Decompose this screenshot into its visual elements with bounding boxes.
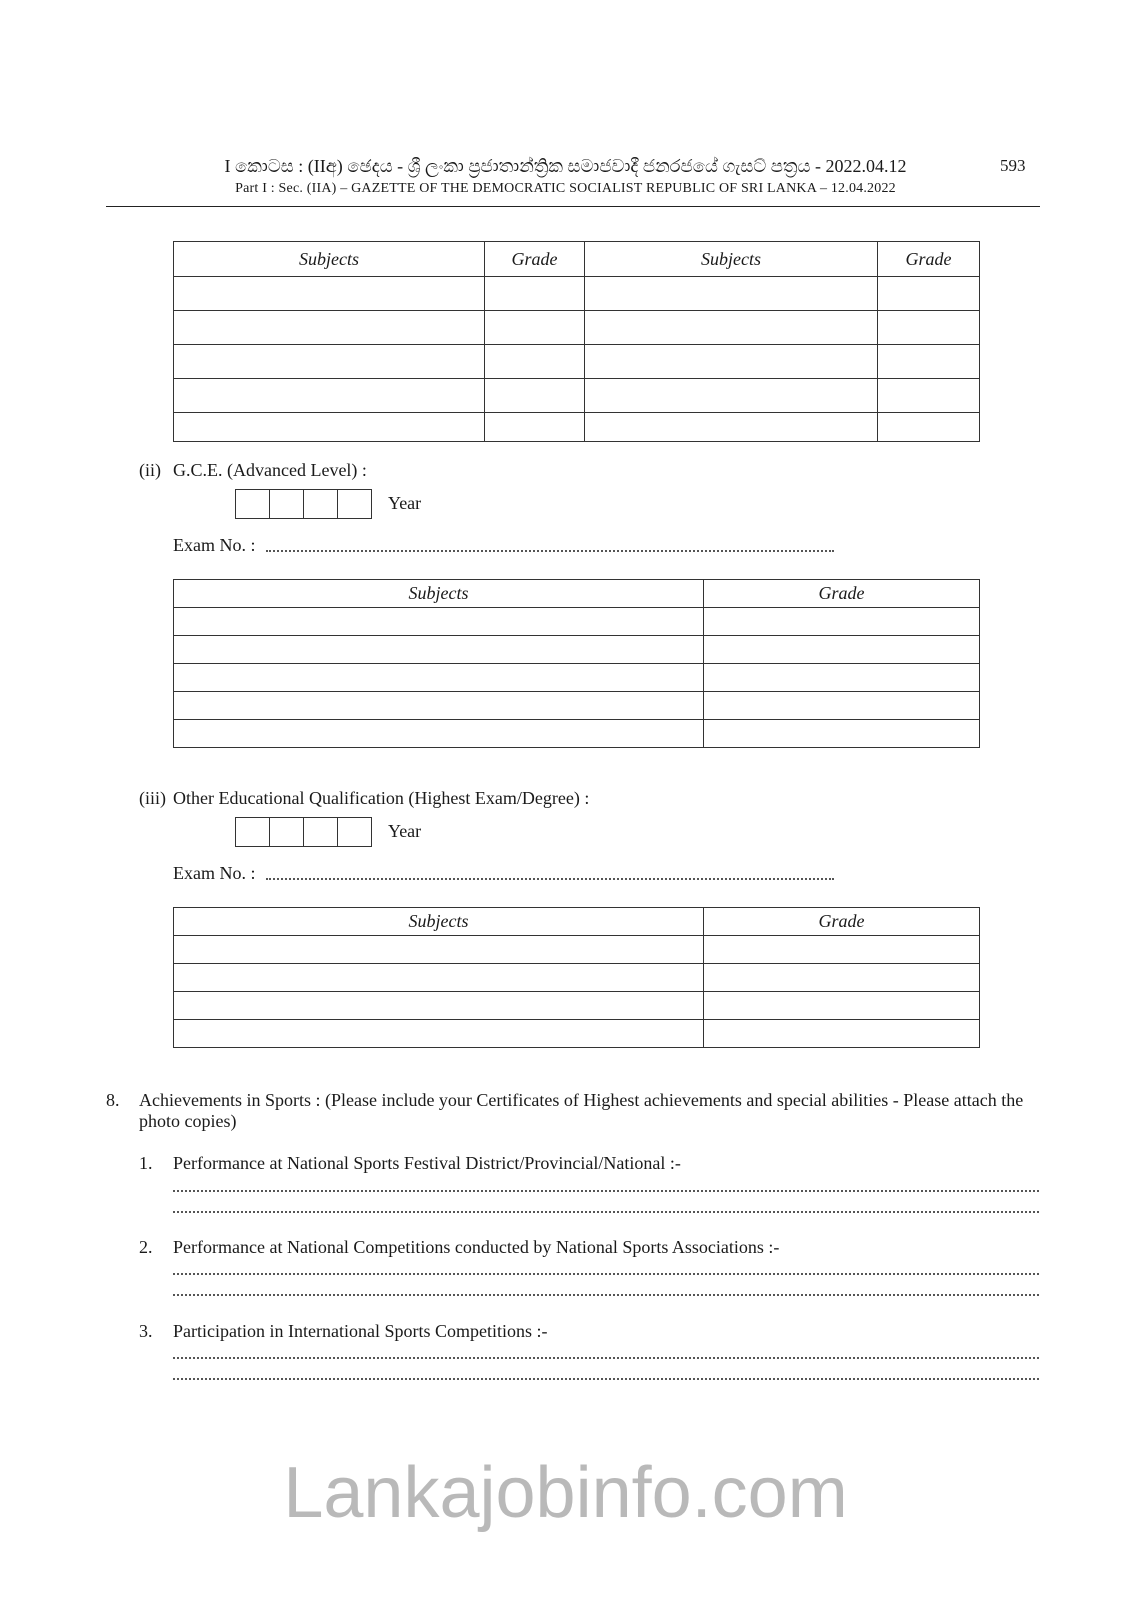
header-divider: [106, 206, 1040, 207]
grade-cell[interactable]: [485, 277, 585, 311]
gazette-header-sinhala: I කොටස : (IIඅ) ඡෙදය - ශ්‍රී ලංකා ප්‍රජාතාන්ත්‍රික සමාජවාදී ජනරජයේ ගැසට් පත්‍රය - 2022.04.12: [224, 156, 907, 176]
year-label: Year: [388, 821, 422, 841]
grade-cell[interactable]: [878, 311, 980, 345]
grade-cell[interactable]: [704, 936, 980, 964]
item-2-answer-line[interactable]: [173, 1273, 1039, 1275]
section-ii-label: (ii): [139, 460, 161, 480]
grade-cell[interactable]: [878, 345, 980, 379]
grade-cell[interactable]: [485, 379, 585, 413]
item-3-label: Participation in International Sports Competitions :-: [173, 1321, 548, 1341]
column-header-grade: Grade: [878, 242, 980, 277]
year-digit-box[interactable]: [269, 818, 303, 846]
grade-cell[interactable]: [878, 413, 980, 442]
table-row: [174, 636, 980, 664]
item-3-answer-line[interactable]: [173, 1378, 1039, 1380]
section-8-title: Achievements in Sports : (Please include your Certificates of Highest achievements and special abilities - Please attach the photo copies): [139, 1090, 1024, 1131]
subject-cell[interactable]: [174, 608, 704, 636]
subject-cell[interactable]: [174, 277, 485, 311]
subject-cell[interactable]: [174, 379, 485, 413]
table-row: [174, 664, 980, 692]
table-row: [174, 311, 980, 345]
page-number: 593: [1000, 156, 1026, 175]
item-3-answer-line[interactable]: [173, 1357, 1039, 1359]
item-2-label: Performance at National Competitions conducted by National Sports Associations :-: [173, 1237, 780, 1257]
grade-cell[interactable]: [704, 636, 980, 664]
year-digit-box[interactable]: [337, 490, 371, 518]
year-digit-box[interactable]: [337, 818, 371, 846]
item-3-number: 3.: [139, 1321, 153, 1341]
table-row: [174, 720, 980, 748]
year-label: Year: [388, 493, 422, 513]
grade-cell[interactable]: [704, 1020, 980, 1048]
item-1-answer-line[interactable]: [173, 1190, 1039, 1192]
grade-cell[interactable]: [878, 277, 980, 311]
grade-cell[interactable]: [485, 413, 585, 442]
table-row: [174, 413, 980, 442]
table-row: [174, 345, 980, 379]
section-8-number: 8.: [106, 1090, 120, 1110]
column-header-subjects: Subjects: [585, 242, 878, 277]
grade-cell[interactable]: [704, 664, 980, 692]
year-digit-box[interactable]: [303, 490, 337, 518]
subjects-grade-table-1: [173, 241, 980, 442]
table-row: [174, 1020, 980, 1048]
item-2-answer-line[interactable]: [173, 1294, 1039, 1296]
grade-cell[interactable]: [704, 992, 980, 1020]
subject-cell[interactable]: [585, 277, 878, 311]
other-qualification-subjects-grade-table: [173, 907, 980, 1048]
item-1-number: 1.: [139, 1153, 153, 1173]
grade-cell[interactable]: [485, 345, 585, 379]
subject-cell[interactable]: [585, 379, 878, 413]
column-header-subjects: Subjects: [174, 242, 485, 277]
table-row: [174, 964, 980, 992]
subject-cell[interactable]: [174, 720, 704, 748]
grade-cell[interactable]: [485, 311, 585, 345]
year-digit-box[interactable]: [236, 818, 269, 846]
year-digit-box[interactable]: [269, 490, 303, 518]
item-1-label: Performance at National Sports Festival District/Provincial/National :-: [173, 1153, 681, 1173]
section-iii-label: (iii): [139, 788, 166, 808]
column-header-grade: Grade: [485, 242, 585, 277]
table-row: [174, 277, 980, 311]
section-iii-title: Other Educational Qualification (Highest Exam/Degree) :: [173, 788, 590, 808]
subject-cell[interactable]: [174, 636, 704, 664]
year-digit-box[interactable]: [236, 490, 269, 518]
table-header-row: [174, 580, 980, 608]
subject-cell[interactable]: [174, 692, 704, 720]
year-input-boxes[interactable]: [235, 817, 372, 847]
exam-no-field[interactable]: [266, 550, 834, 552]
table-row: [174, 608, 980, 636]
subject-cell[interactable]: [174, 311, 485, 345]
year-input-boxes[interactable]: [235, 489, 372, 519]
watermark-text: Lankajobinfo.com: [283, 1453, 848, 1533]
grade-cell[interactable]: [704, 720, 980, 748]
subject-cell[interactable]: [174, 413, 485, 442]
subject-cell[interactable]: [174, 992, 704, 1020]
table-header-row: [174, 242, 980, 277]
subject-cell[interactable]: [585, 413, 878, 442]
al-subjects-grade-table: [173, 579, 980, 748]
exam-no-field[interactable]: [266, 878, 834, 880]
grade-cell[interactable]: [878, 379, 980, 413]
item-1-answer-line[interactable]: [173, 1211, 1039, 1213]
section-ii-title: G.C.E. (Advanced Level) :: [173, 460, 367, 480]
subject-cell[interactable]: [174, 345, 485, 379]
table-row: [174, 692, 980, 720]
subject-cell[interactable]: [174, 664, 704, 692]
grade-cell[interactable]: [704, 692, 980, 720]
grade-cell[interactable]: [704, 608, 980, 636]
column-header-subjects: Subjects: [174, 908, 704, 936]
item-2-number: 2.: [139, 1237, 153, 1257]
table-row: [174, 936, 980, 964]
subject-cell[interactable]: [585, 311, 878, 345]
exam-no-label: Exam No. :: [173, 535, 256, 555]
grade-cell[interactable]: [704, 964, 980, 992]
table-row: [174, 379, 980, 413]
subject-cell[interactable]: [174, 936, 704, 964]
exam-no-label: Exam No. :: [173, 863, 256, 883]
column-header-subjects: Subjects: [174, 580, 704, 608]
table-row: [174, 992, 980, 1020]
column-header-grade: Grade: [704, 908, 980, 936]
subject-cell[interactable]: [174, 964, 704, 992]
year-digit-box[interactable]: [303, 818, 337, 846]
subject-cell[interactable]: [585, 345, 878, 379]
subject-cell[interactable]: [174, 1020, 704, 1048]
gazette-header-english: Part I : Sec. (IIA) – GAZETTE OF THE DEMOCRATIC SOCIALIST REPUBLIC OF SRI LANKA – 12.04.2022: [235, 181, 896, 196]
table-header-row: [174, 908, 980, 936]
column-header-grade: Grade: [704, 580, 980, 608]
